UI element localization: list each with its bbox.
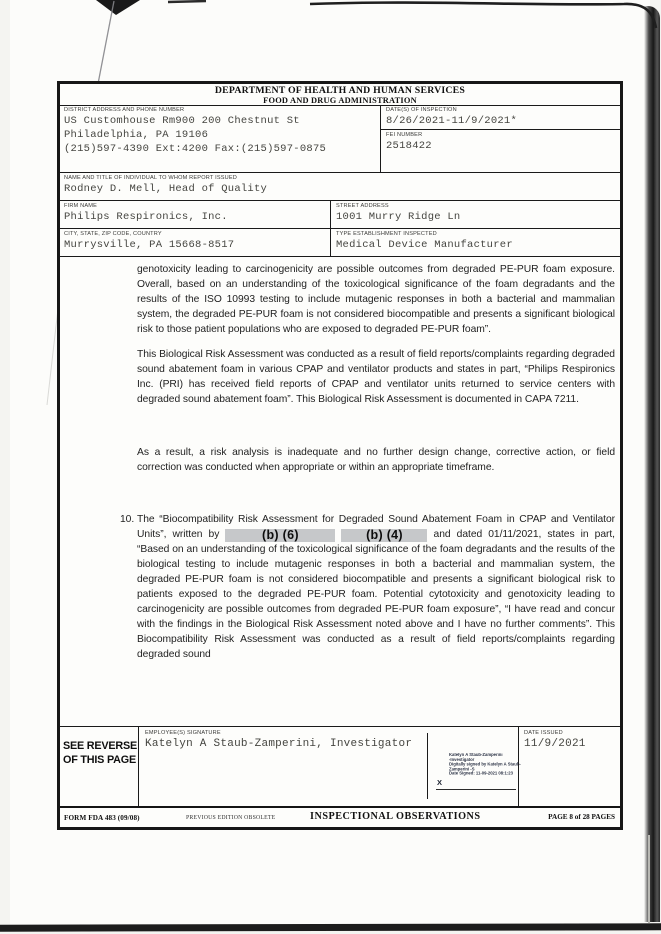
issued-to-label: NAME AND TITLE OF INDIVIDUAL TO WHOM REPORT ISSUED <box>64 175 238 181</box>
agency-subname: FOOD AND DRUG ADMINISTRATION <box>263 96 417 105</box>
page-stack-edge-right <box>644 6 660 922</box>
issued-to-cell <box>60 173 620 200</box>
date-issued-cell <box>518 727 621 807</box>
see-reverse-note <box>60 727 139 807</box>
firm-name-label: FIRM NAME <box>64 203 98 209</box>
district-address-line1: US Customhouse Rm900 200 Chestnut St <box>64 115 300 127</box>
employee-signature-value: Katelyn A Staub-Zamperini, Investigator <box>145 738 413 750</box>
observation-paragraph-1: genotoxicity leading to carcinogenicity are possible outcomes from degraded PE-PUR foam exposure. Overall, based on an understanding of the toxicological significance of the foam degradants and the results of the ISO 10993 testing to include mutagenic responses in both a bacterial and mammalian system, the degraded PE-PUR foam is not considered biocompatible and presents a significant biological risk to those patient populations who are exposed to degraded PE-PUR foam”. <box>137 264 615 335</box>
form-number: FORM FDA 483 (09/08) <box>64 814 140 822</box>
paper-edge-streak <box>648 835 650 923</box>
observations-body <box>120 256 615 662</box>
issued-to-value: Rodney D. Mell, Head of Quality <box>64 183 268 195</box>
observation-paragraph-3: As a result, a risk analysis is inadequate and no further design change, corrective action, or field correction was conducted when appropriate or within an appropriate timeframe. <box>137 447 615 473</box>
district-address-line2: Philadelphia, PA 19106 <box>64 129 209 141</box>
digital-signature-stamp <box>436 749 521 790</box>
form-bottom-strip <box>60 806 620 829</box>
city-label: CITY, STATE, ZIP CODE, COUNTRY <box>64 231 162 237</box>
inspection-dates-label: DATE(S) OF INSPECTION <box>386 107 457 113</box>
agency-name: DEPARTMENT OF HEALTH AND HUMAN SERVICES <box>214 85 466 96</box>
street-address-cell <box>332 201 620 228</box>
date-issued-label: DATE ISSUED <box>524 730 563 736</box>
establishment-type-label: TYPE ESTABLISHMENT INSPECTED <box>336 231 437 237</box>
scan-edge-bottom <box>0 923 661 931</box>
street-address-value: 1001 Murry Ridge Ln <box>336 211 461 223</box>
divider <box>380 105 381 172</box>
stamp-line: Katelyn A Staub-Zamperini <box>449 753 503 758</box>
redaction-b6-label: (b) (6) <box>261 528 299 542</box>
observation-item-10 <box>120 512 615 662</box>
previous-edition-note: PREVIOUS EDITION OBSOLETE <box>186 815 276 821</box>
inspection-dates-cell <box>382 105 620 129</box>
fei-number-cell <box>382 130 620 172</box>
divider <box>427 733 428 799</box>
establishment-type-cell <box>332 229 620 256</box>
redaction-b4-label: (b) (4) <box>366 528 403 542</box>
employee-signature-cell <box>140 727 427 807</box>
observation-10-number: 10. <box>120 514 135 525</box>
stamp-line: Date Signed: 11-09-2021 08:1:23 <box>449 771 513 777</box>
observation-10-text-part1: The “Biocompatibility Risk Assessment for Degraded Sound Abatement Foam in CPAP and Ventilator Units”, written by <box>137 514 615 540</box>
firm-name-value: Philips Respironics, Inc. <box>64 211 228 223</box>
see-reverse-line2: OF THIS PAGE <box>63 753 136 766</box>
city-cell <box>60 229 330 256</box>
stamp-line: -Investigator <box>449 757 475 763</box>
employee-signature-label: EMPLOYEE(S) SIGNATURE <box>145 730 221 736</box>
observation-10-text <box>137 512 615 662</box>
page-number: PAGE 8 of 28 PAGES <box>548 813 615 821</box>
inspection-dates-value: 8/26/2021-11/9/2021* <box>386 115 518 127</box>
fei-number-label: FEI NUMBER <box>386 132 423 138</box>
district-address-line3: (215)597-4390 Ext:4200 Fax:(215)597-0875 <box>64 143 327 155</box>
fei-number-value: 2518422 <box>386 140 432 152</box>
date-issued-value: 11/9/2021 <box>524 738 586 750</box>
form-header <box>60 84 620 105</box>
digital-signature-text <box>449 753 523 777</box>
city-value: Murrysville, PA 15668-8517 <box>64 239 235 251</box>
district-address-label: DISTRICT ADDRESS AND PHONE NUMBER <box>64 107 185 113</box>
firm-name-cell <box>60 201 330 228</box>
stamp-line: Digitally signed by Katelyn A Staub- <box>449 762 521 767</box>
signature-footer <box>60 726 620 807</box>
observation-10-text-part2: and dated 01/11/2021, states in part, “Based on an understanding of the toxicological significance of the foam degradants and the results of the biological testing to include mutagenic responses in both a bacterial and mammalian system, the degraded PE-PUR foam is not considered biocompatible and presents a significant biological risk to patients exposed to the degraded PE-PUR foam. Potential cytotoxicity and genotoxicity leading to carcinogenicity are possible outcomes from degraded PE-PUR foam exposure”, “I have read and concur with the findings in the Biological Risk Assessment noted above and I have no further comments”. This Biocompatibility Risk Assessment was conducted as a result of field reports/complaints regarding degraded sound <box>137 529 615 660</box>
see-reverse-line1: SEE REVERSE <box>63 740 138 752</box>
form-title-inspectional-observations: INSPECTIONAL OBSERVATIONS <box>310 811 481 822</box>
redaction-b4 <box>341 529 427 542</box>
stamp-line: Zamperini -S <box>449 767 475 772</box>
signature-x-mark: X <box>437 778 443 787</box>
street-address-label: STREET ADDRESS <box>336 203 389 209</box>
redaction-b6 <box>225 529 335 542</box>
fda-483-form <box>57 81 623 830</box>
establishment-type-value: Medical Device Manufacturer <box>336 239 513 251</box>
district-address-cell <box>60 105 380 172</box>
observation-paragraph-2: This Biological Risk Assessment was conducted as a result of field reports/complaints regarding degraded sound abatement foam in various CPAP and ventilator products and states in part, “Philips Respironics Inc. (PRI) has received field reports of CPAP and ventilator units returned to service centers with degraded sound abatement foam”. This Biological Risk Assessment is documented in CAPA 7211. <box>137 349 615 405</box>
